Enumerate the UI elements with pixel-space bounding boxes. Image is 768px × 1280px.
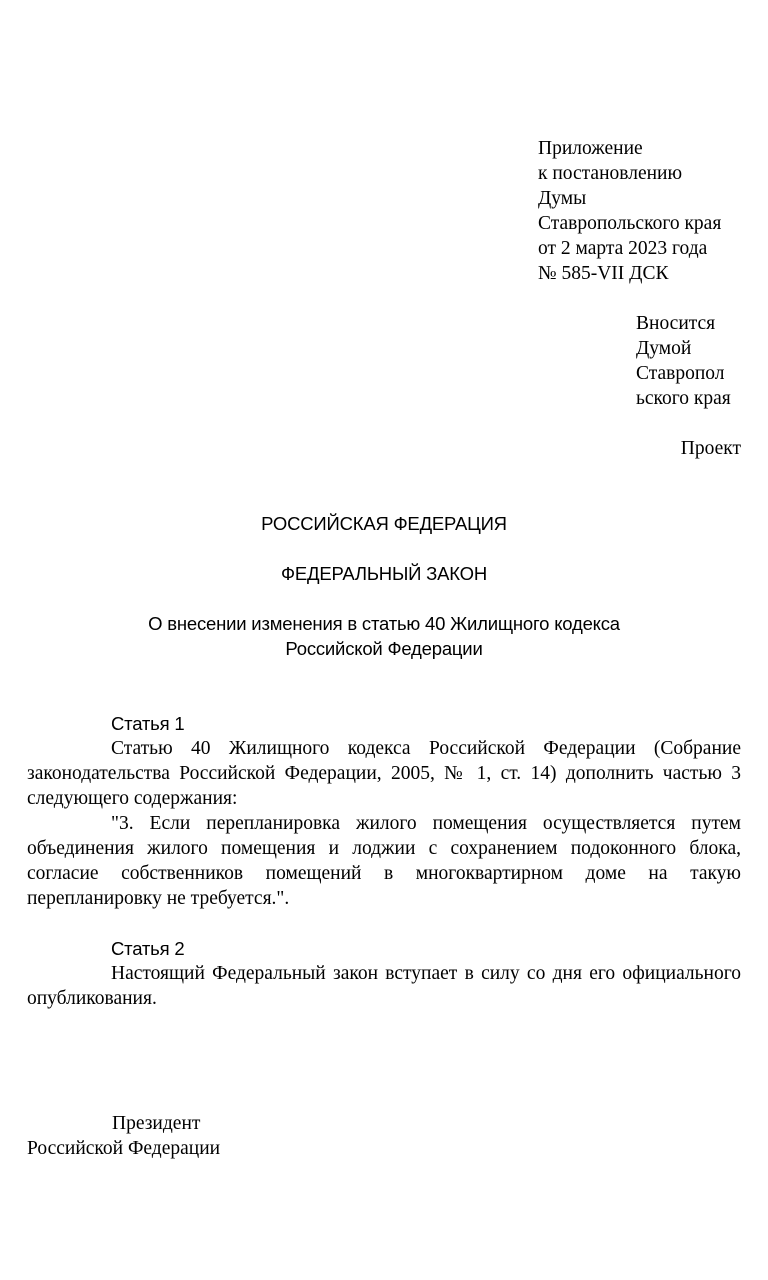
law-title: [100, 611, 668, 661]
appendix-line: Приложение: [538, 138, 643, 159]
project-label: Проект: [680, 438, 741, 459]
law-title-line: О внесении изменения в статью 40 Жилищного кодекса: [148, 613, 620, 634]
introduced-by-line: Вносится: [636, 313, 716, 334]
appendix-line: к постановлению: [538, 163, 683, 184]
appendix-line: Думы: [538, 188, 587, 209]
appendix-line: Ставропольского края: [538, 213, 722, 234]
introduced-by-line: Ставропол: [636, 363, 725, 384]
article-2-paragraph-1: Настоящий Федеральный закон вступает в силу со дня его официального опубликования.: [27, 963, 741, 1009]
law-title-line: Российской Федерации: [285, 638, 483, 659]
document-type-heading: ФЕДЕРАЛЬНЫЙ ЗАКОН: [280, 563, 487, 584]
country-heading: РОССИЙСКАЯ ФЕДЕРАЦИЯ: [261, 513, 507, 534]
introduced-by-line: ьского края: [636, 388, 731, 409]
introduced-by-block: [636, 311, 746, 411]
appendix-line: от 2 марта 2023 года: [538, 238, 708, 259]
article-1-paragraph-2: "3. Если перепланировка жилого помещения осуществляется путем объединения жилого помещения и лоджии с сохранением подоконного блока, согласие собственников помещений в многоквартирном доме на такую перепланировку не требуется.".: [27, 813, 741, 909]
article-1-heading: Статья 1: [111, 713, 185, 734]
article-2-heading: Статья 2: [111, 938, 185, 959]
article-1-paragraph-1: Статью 40 Жилищного кодекса Российской Федерации (Собрание законодательства Российской Федерации, 2005, № 1, ст. 14) дополнить частью 3 следующего содержания:: [27, 738, 741, 809]
appendix-block: [538, 136, 753, 286]
introduced-by-line: Думой: [636, 338, 692, 359]
signature-block: [27, 1111, 220, 1161]
appendix-line: № 585-VII ДСК: [538, 263, 669, 284]
signature-title: Президент: [112, 1113, 201, 1134]
signature-country: Российской Федерации: [27, 1138, 221, 1159]
